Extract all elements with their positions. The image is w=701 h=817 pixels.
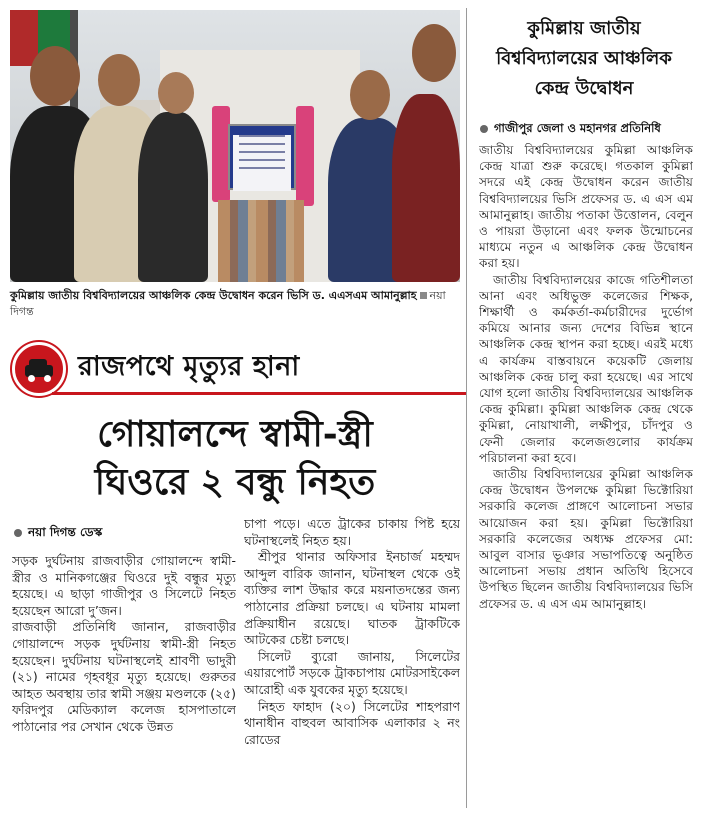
paragraph: চাপা পড়ে। এতে ট্রাকের চাকায় পিষ্ট হয়ে ঘটনাস্থলেই নিহত হয়। bbox=[244, 516, 460, 548]
paragraph: শ্রীপুর থানার অফিসার ইনচার্জ মহম্মদ আব্দুল বারিক জানান, ঘটনাস্থল থেকে ওই ব্যক্তির লাশ উদ্ধার করে ময়নাতদন্তের জন্য পাঠানোর প্রক্রিয়া চলছে। এ ঘটনায় মামলা প্রক্রিয়াধীন রয়েছে। ঘাতক ট্রাকটিকে আটকের চেষ্টা চলছে। bbox=[244, 549, 460, 648]
paragraph: রাজবাড়ী প্রতিনিধি জানান, রাজবাড়ীর গোয়ালন্দে সড়ক দুর্ঘটনায় স্বামী-স্ত্রী নিহত হয়েছেন। দুর্ঘটনায় ঘটনাস্থলেই শ্রাবণী ভাদুরী (২১) নামের গৃহবধূর মৃত্যু হয়েছে। গুরুতর আহত অবস্থায় তার স্বামী সঞ্জয় মণ্ডলকে (২৫) ফরিদপুর মেডিক্যাল কলেজ হাসপাতালে পাঠানোর পর সেখান থেকে উন্নত bbox=[12, 619, 236, 734]
right-byline-text: গাজীপুর জেলা ও মহানগর প্রতিনিধি bbox=[494, 121, 661, 135]
main-headline-line1: গোয়ালন্দে স্বামী-স্ত্রী bbox=[97, 413, 373, 455]
road-accident-logo-icon bbox=[12, 342, 66, 396]
right-article-body bbox=[479, 142, 693, 802]
main-article-column-1 bbox=[12, 553, 236, 817]
main-article-column-2 bbox=[244, 516, 460, 817]
section-banner bbox=[12, 340, 460, 400]
paragraph: জাতীয় বিশ্ববিদ্যালয়ের কুমিল্লা আঞ্চলিক কেন্দ্র যাত্রা শুরু করেছে। গতকাল কুমিল্লা সদরে এই কেন্দ্র উদ্বোধন করেন জাতীয় বিশ্ববিদ্যালয়ের ভিসি প্রফেসর ড. এ এস এম আমানুল্লাহ। জাতীয় পতাকা উত্তোলন, বেলুন ও পায়রা উড়ানো এবং ফলক উন্মোচনের মাধ্যমে নতুন এ আঞ্চলিক কেন্দ্র উদ্বোধন করা হয়। bbox=[479, 143, 693, 271]
paragraph: নিহত ফাহাদ (২০) সিলেটের শাহপরাণ থানাধীন বাহুবল আবাসিক এলাকার ২ নং রোডের bbox=[244, 698, 460, 747]
right-article-byline bbox=[480, 120, 694, 139]
section-title: রাজপথে মৃত্যুর হানা bbox=[78, 351, 300, 382]
main-headline bbox=[12, 410, 458, 506]
paragraph: সিলেট ব্যুরো জানায়, সিলেটের এয়ারপোর্ট সড়কে ট্রাকচাপায় মোটরসাইকেল আরোহী এক যুবকের মৃত্যু হয়েছে। bbox=[244, 648, 460, 697]
photo-credit: নয়া দিগন্ত bbox=[10, 289, 446, 318]
paragraph: জাতীয় বিশ্ববিদ্যালয়ের কুমিল্লা আঞ্চলিক কেন্দ্র উদ্বোধন উপলক্ষে কুমিল্লা ভিক্টোরিয়া সরকারি কলেজ প্রাঙ্গণে আলোচনা সভার আয়োজন করা হয়। কুমিল্লা ভিক্টোরিয়া সরকারি কলেজের অধ্যক্ষ প্রফেসর মো: আবুল বাসার ভূঞার সভাপতিত্বে অনুষ্ঠিত আলোচনা সভায় প্রধান অতিথি হিসেবে উপস্থিত ছিলেন জাতীয় বিশ্ববিদ্যালয়ের ভিসি প্রফেসর ড. এ এস এম আমানুল্লাহ। bbox=[479, 467, 693, 611]
column-divider bbox=[466, 8, 467, 808]
byline-dot-icon bbox=[14, 529, 22, 537]
main-byline bbox=[14, 524, 102, 544]
paragraph: জাতীয় বিশ্ববিদ্যালয়ের কাজে গতিশীলতা আনা এবং অধিভুক্ত কলেজের শিক্ষক, শিক্ষার্থী ও কর্মকর্তা-কর্মচারীদের দুর্ভোগ কমিয়ে আনার জন্য দেশের বিভিন্ন স্থানে আঞ্চলিক কেন্দ্র স্থাপন করা হচ্ছে। এরই মধ্যে এ কার্যক্রম বাস্তবায়নে কয়েকটি জেলায় আঞ্চলিক কেন্দ্র চালু করা হয়েছে। এর সাথে যোগ হলো জাতীয় বিশ্ববিদ্যালয়ের আঞ্চলিক কেন্দ্র কুমিল্লা। কুমিল্লা আঞ্চলিক কেন্দ্র থেকে কুমিল্লা, নোয়াখালী, লক্ষীপুর, চাঁদপুর ও ফেনী জেলার কলেজগুলোর কার্যক্রম পরিচালনা করা হবে। bbox=[479, 272, 693, 465]
inauguration-plaque bbox=[228, 124, 296, 190]
section-rule bbox=[52, 392, 466, 395]
byline-dot-icon bbox=[480, 125, 488, 133]
photo-caption bbox=[10, 288, 462, 320]
news-photo bbox=[10, 10, 460, 282]
photo-caption-text: কুমিল্লায় জাতীয় বিশ্ববিদ্যালয়ের আঞ্চলিক কেন্দ্র উদ্বোধন করেন ভিসি ড. এএসএম আমানুল্লাহ bbox=[10, 289, 417, 302]
paragraph: সড়ক দুর্ঘটনায় রাজবাড়ীর গোয়ালন্দে স্বামী-স্ত্রীর ও মানিকগঞ্জের ঘিওরে দুই বন্ধুর মৃত্যু হয়েছে। এ ছাড়া গাজীপুর ও সিলেটে নিহত হয়েছেন আরো দু’জন। bbox=[12, 553, 236, 618]
right-article-headline: কুমিল্লায় জাতীয় বিশ্ববিদ্যালয়ের আঞ্চলিক কেন্দ্র উদ্বোধন bbox=[496, 18, 672, 99]
main-headline-line2: ঘিওরে ২ বন্ধু নিহত bbox=[94, 461, 376, 503]
caption-square-icon bbox=[420, 292, 427, 299]
main-byline-text: নয়া দিগন্ত ডেস্ক bbox=[28, 525, 103, 539]
